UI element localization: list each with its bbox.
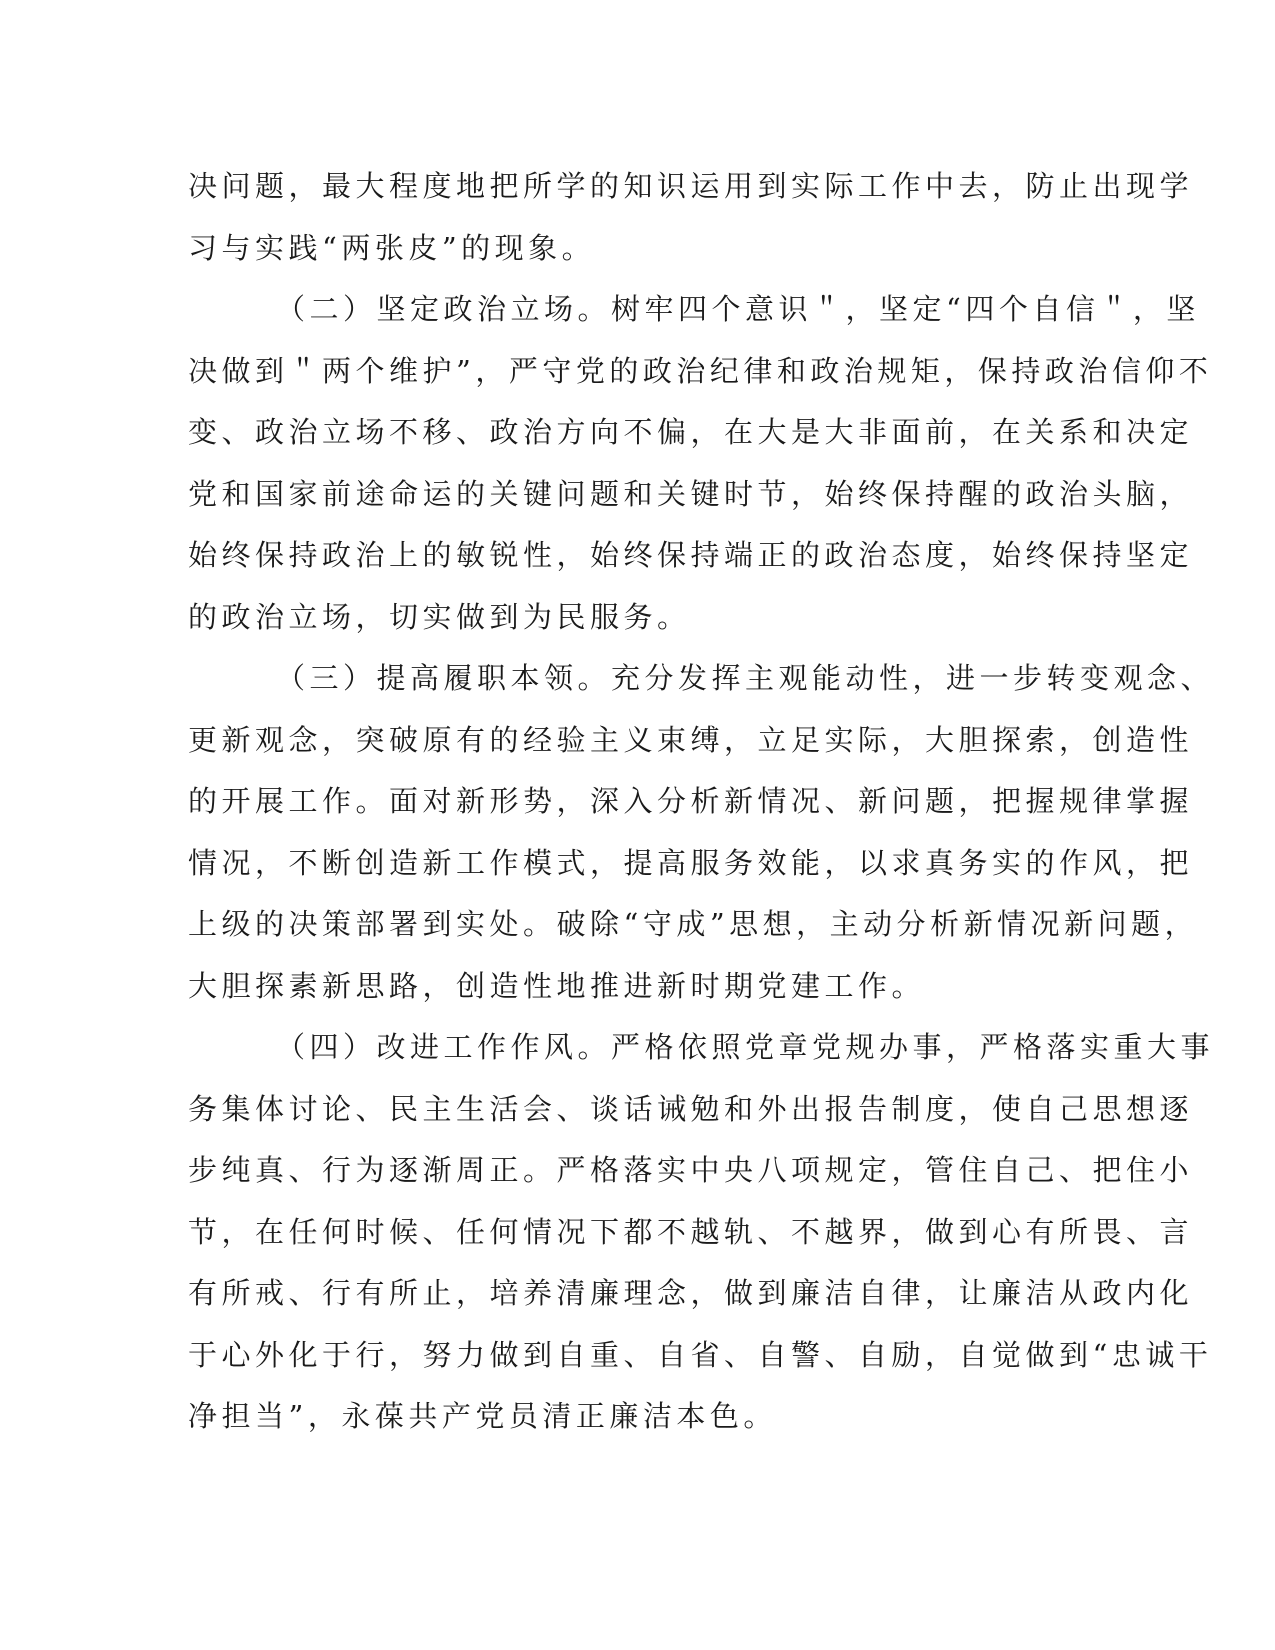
text-line: 步纯真、行为逐渐周正。严格落实中央八项规定，管住自己、把住小 bbox=[188, 1153, 1194, 1187]
text-line: 大胆探素新思路，创造性地推进新时期党建工作。 bbox=[188, 968, 926, 1003]
body-text bbox=[188, 156, 1215, 1448]
text-line: 有所戒、行有所止，培养清廉理念，做到廉洁自律，让廉洁从政内化 bbox=[188, 1276, 1194, 1310]
text-line: 决问题，最大程度地把所学的知识运用到实际工作中去，防止出现学 bbox=[188, 169, 1194, 203]
text-line: 节，在任何时候、任何情况下都不越轨、不越界，做到心有所畏、言 bbox=[188, 1214, 1194, 1249]
text-line: 党和国家前途命运的关键问题和关键时节，始终保持醒的政治头脑， bbox=[188, 476, 1194, 511]
text-line: 情况，不断创造新工作模式，提高服务效能，以求真务实的作风，把 bbox=[188, 845, 1194, 880]
text-line: 决做到＂两个维护”，严守党的政治纪律和政治规矩，保持政治信仰不 bbox=[188, 353, 1213, 388]
text-line: 净担当”，永葆共产党员清正廉洁本色。 bbox=[188, 1399, 777, 1433]
text-line: 变、政治立场不移、政治方向不偏，在大是大非面前，在关系和决定 bbox=[188, 415, 1194, 449]
text-line: 习与实践“两张皮”的现象。 bbox=[188, 230, 596, 265]
section-heading-line: （二）坚定政治立场。树牢四个意识＂，坚定“四个自信＂，坚 bbox=[276, 292, 1200, 326]
text-line: 上级的决策部署到实处。破除“守成”思想，主动分析新情况新问题， bbox=[188, 907, 1199, 941]
section-heading-line: （三）提高履职本领。充分发挥主观能动性，进一步转变观念、 bbox=[276, 661, 1215, 695]
text-line: 的政治立场，切实做到为民服务。 bbox=[188, 599, 691, 634]
text-line: 于心外化于行，努力做到自重、自省、自警、自励，自觉做到“忠诚干 bbox=[188, 1337, 1213, 1372]
text-line: 始终保持政治上的敏锐性，始终保持端正的政治态度，始终保持坚定 bbox=[188, 538, 1194, 572]
text-line: 的开展工作。面对新形势，深入分析新情况、新问题，把握规律掌握 bbox=[188, 784, 1194, 818]
section-heading-line: （四）改进工作作风。严格依照党章党规办事，严格落实重大事 bbox=[276, 1030, 1215, 1064]
text-line: 更新观念，突破原有的经验主义束缚，立足实际，大胆探索，创造性 bbox=[188, 722, 1194, 757]
text-line: 务集体讨论、民主生活会、谈话诫勉和外出报告制度，使自己思想逐 bbox=[188, 1091, 1194, 1126]
